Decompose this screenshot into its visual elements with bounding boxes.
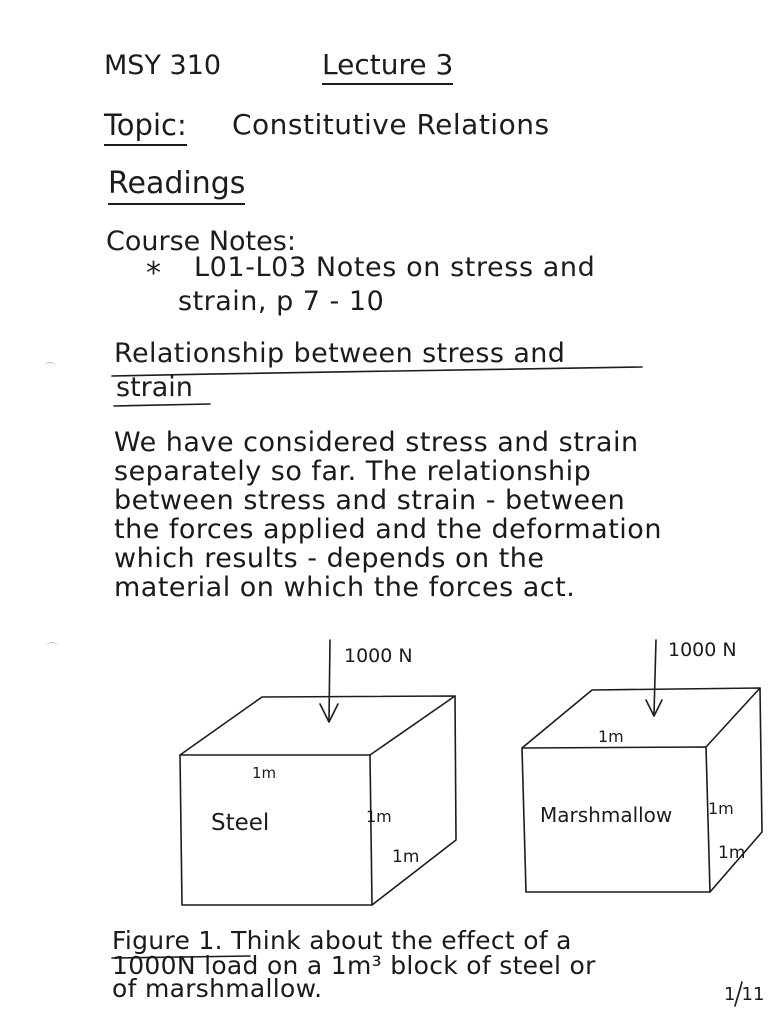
- paragraph-line: which results - depends on the: [114, 543, 545, 574]
- topic-label: Topic:: [104, 108, 187, 146]
- topic-title: Constitutive Relations: [232, 108, 550, 141]
- steel-load-arrow: [329, 640, 330, 720]
- steel-depth-dim: 1m: [392, 847, 420, 867]
- caption-line: of marshmallow.: [112, 974, 323, 1003]
- paragraph-line: the forces applied and the deformation: [114, 514, 662, 545]
- page-number: 1/11: [724, 984, 765, 1005]
- paragraph-line: material on which the forces act.: [114, 572, 576, 603]
- paragraph-line: separately so far. The relationship: [114, 456, 592, 487]
- steel-material-label: Steel: [211, 810, 270, 836]
- marshmallow-side-dim: 1m: [708, 799, 734, 818]
- paragraph-line: between stress and strain - between: [114, 485, 626, 516]
- figure-caption: [112, 925, 712, 1018]
- reading-item-line2: strain, p 7 - 10: [178, 286, 385, 317]
- marshmallow-load-label: 1000 N: [668, 639, 737, 661]
- marshmallow-depth-dim: 1m: [718, 843, 746, 863]
- section-heading-line2: strain: [116, 372, 193, 403]
- course-notes-label: Course Notes:: [106, 226, 296, 257]
- readings-heading: Readings: [108, 166, 245, 205]
- caption-label: Figure 1.: [112, 926, 223, 955]
- course-code: MSY 310: [104, 50, 222, 81]
- caption-line: 1000N load on a 1m³ block of steel or: [112, 951, 596, 980]
- heading-underline: [114, 404, 210, 406]
- section-heading-line1: Relationship between stress and: [114, 338, 566, 369]
- steel-load-label: 1000 N: [344, 645, 413, 667]
- heading-underline: [112, 367, 642, 376]
- steel-side-dim: 1m: [366, 807, 392, 826]
- lecture-title: Lecture 3: [322, 48, 453, 85]
- marshmallow-load-arrow: [654, 640, 656, 714]
- reading-item-line1: L01-L03 Notes on stress and: [194, 252, 596, 283]
- paragraph-line: We have considered stress and strain: [114, 427, 639, 458]
- marshmallow-top-dim: 1m: [598, 727, 624, 746]
- steel-top-dim: 1m: [252, 764, 277, 782]
- caption-text: Think about the effect of a: [231, 926, 572, 955]
- reading-bullet: *: [146, 256, 161, 291]
- steel-cube: [180, 696, 456, 905]
- marshmallow-material-label: Marshmallow: [540, 803, 673, 827]
